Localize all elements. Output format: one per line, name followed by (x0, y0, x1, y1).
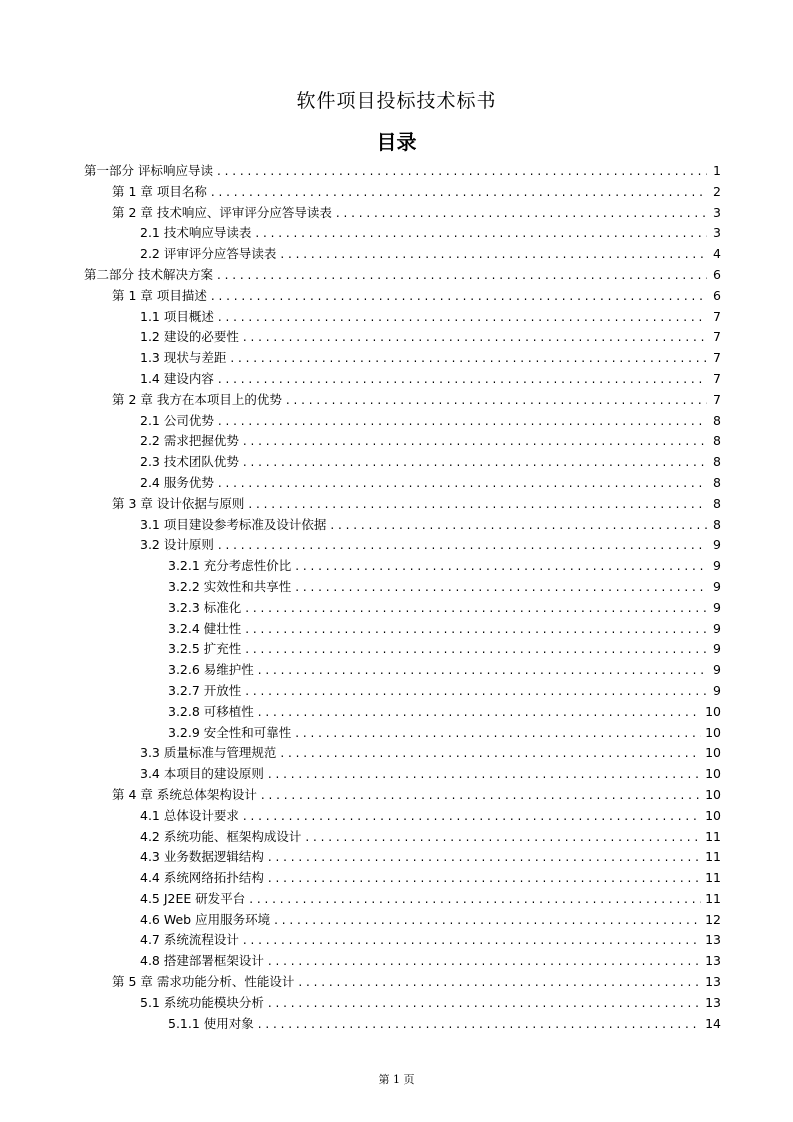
toc-entry-page-number: 13 (705, 953, 721, 969)
toc-dot-leader (218, 307, 707, 328)
toc-dot-leader (268, 868, 701, 889)
toc-dot-leader (218, 411, 707, 432)
toc-dot-leader (336, 203, 707, 224)
toc-entry-page-number: 9 (713, 537, 721, 553)
toc-dot-leader (305, 827, 701, 848)
toc-entry-title: 2.2 需求把握优势 (140, 433, 239, 449)
toc-dot-leader (295, 556, 707, 577)
toc-entry-title: 第一部分 评标响应导读 (84, 163, 213, 178)
toc-dot-leader (218, 473, 707, 494)
toc-entry-page-number: 10 (705, 766, 721, 782)
toc-entry-page-number: 7 (713, 308, 721, 324)
toc-entry[interactable] (84, 702, 721, 723)
toc-entry[interactable] (84, 390, 721, 411)
toc-entry-page-number: 13 (705, 932, 721, 948)
toc-entry-title: 3.2.6 易维护性 (168, 662, 254, 678)
toc-entry-title: 3.2.2 实效性和共享性 (168, 578, 292, 594)
toc-entry[interactable] (84, 473, 721, 494)
toc-entry[interactable] (84, 348, 721, 369)
toc-dot-leader (255, 223, 707, 244)
toc-dot-leader (211, 286, 707, 307)
toc-dot-leader (243, 431, 707, 452)
toc-dot-leader (295, 723, 701, 744)
toc-dot-leader (243, 452, 707, 473)
toc-entry-title: 2.4 服务优势 (140, 474, 214, 490)
toc-entry-page-number: 13 (705, 994, 721, 1010)
toc-entry-title: 4.7 系统流程设计 (140, 932, 239, 948)
toc-dot-leader (245, 681, 707, 702)
toc-entry[interactable] (84, 515, 721, 536)
toc-entry[interactable] (84, 161, 721, 182)
toc-entry[interactable] (84, 806, 721, 827)
toc-dot-leader (243, 930, 701, 951)
toc-entry-page-number: 8 (713, 495, 721, 511)
toc-entry-page-number: 4 (713, 246, 721, 262)
table-of-contents (84, 161, 721, 1034)
toc-dot-leader (330, 515, 707, 536)
toc-entry-page-number: 7 (713, 329, 721, 345)
toc-entry-title: 4.1 总体设计要求 (140, 807, 239, 823)
toc-entry[interactable] (84, 577, 721, 598)
toc-heading: 目录 (376, 130, 417, 154)
toc-entry-page-number: 8 (713, 474, 721, 490)
toc-entry-page-number: 2 (713, 183, 721, 199)
toc-entry[interactable] (84, 411, 721, 432)
toc-entry-page-number: 13 (705, 974, 721, 990)
toc-dot-leader (245, 598, 707, 619)
toc-dot-leader (258, 660, 707, 681)
toc-entry-title: 3.1 项目建设参考标准及设计依据 (140, 516, 327, 532)
toc-dot-leader (295, 577, 707, 598)
toc-entry[interactable] (84, 619, 721, 640)
toc-entry-title: 2.2 评审评分应答导读表 (140, 246, 277, 262)
toc-entry-page-number: 14 (705, 1015, 721, 1031)
toc-dot-leader (258, 702, 701, 723)
toc-entry[interactable] (84, 203, 721, 224)
toc-dot-leader (243, 327, 707, 348)
toc-dot-leader (258, 1014, 701, 1035)
toc-dot-leader (249, 889, 701, 910)
toc-entry-page-number: 9 (713, 682, 721, 698)
toc-entry-title: 3.3 质量标准与管理规范 (140, 745, 277, 761)
toc-entry-title: 3.2 设计原则 (140, 537, 214, 553)
toc-dot-leader (211, 182, 707, 203)
toc-entry[interactable] (84, 681, 721, 702)
toc-entry-title: 第二部分 技术解决方案 (84, 266, 213, 282)
toc-entry-page-number: 9 (713, 641, 721, 657)
toc-entry[interactable] (84, 182, 721, 203)
toc-entry[interactable] (84, 993, 721, 1014)
toc-entry-title: 2.1 技术响应导读表 (140, 225, 252, 241)
toc-entry-title: 1.1 项目概述 (140, 308, 214, 324)
toc-dot-leader (218, 369, 707, 390)
toc-entry[interactable] (84, 598, 721, 619)
toc-entry-title: 第 1 章 项目名称 (112, 183, 207, 199)
toc-entry-title: 3.2.9 安全性和可靠性 (168, 724, 292, 740)
toc-dot-leader (261, 785, 701, 806)
toc-entry-title: 2.3 技术团队优势 (140, 454, 239, 470)
toc-entry-page-number: 3 (713, 225, 721, 241)
toc-dot-leader (268, 764, 701, 785)
toc-entry-title: 3.2.1 充分考虑性价比 (168, 558, 292, 574)
toc-entry[interactable] (84, 723, 721, 744)
toc-entry-page-number: 11 (705, 849, 721, 865)
toc-entry[interactable] (84, 847, 721, 868)
toc-entry-page-number: 8 (713, 454, 721, 470)
toc-entry[interactable] (84, 535, 721, 556)
toc-entry[interactable] (84, 286, 721, 307)
toc-entry[interactable] (84, 972, 721, 993)
toc-entry-title: 3.4 本项目的建设原则 (140, 766, 264, 782)
toc-entry-title: 5.1 系统功能模块分析 (140, 994, 264, 1010)
toc-entry-page-number: 10 (705, 786, 721, 802)
toc-dot-leader (280, 244, 707, 265)
toc-entry-page-number: 1 (713, 163, 721, 178)
toc-entry-title: 4.4 系统网络拓扑结构 (140, 870, 264, 886)
toc-entry-page-number: 11 (705, 870, 721, 886)
toc-dot-leader (280, 743, 701, 764)
toc-dot-leader (274, 910, 701, 931)
toc-dot-leader (286, 390, 707, 411)
toc-entry[interactable] (84, 244, 721, 265)
toc-entry[interactable] (84, 556, 721, 577)
toc-entry-page-number: 3 (713, 204, 721, 220)
toc-entry[interactable] (84, 1014, 721, 1035)
toc-entry-title: 1.3 现状与差距 (140, 350, 227, 366)
toc-entry[interactable] (84, 307, 721, 328)
toc-entry-page-number: 9 (713, 578, 721, 594)
page-footer: 第 1 页 (378, 1073, 415, 1086)
toc-entry-title: 1.2 建设的必要性 (140, 329, 239, 345)
toc-entry[interactable] (84, 951, 721, 972)
toc-entry-title: 第 3 章 设计依据与原则 (112, 495, 245, 511)
toc-entry[interactable] (84, 930, 721, 951)
toc-entry[interactable] (84, 369, 721, 390)
toc-entry-page-number: 10 (705, 745, 721, 761)
toc-dot-leader (268, 993, 701, 1014)
toc-entry-page-number: 8 (713, 516, 721, 532)
toc-entry[interactable] (84, 889, 721, 910)
toc-entry-page-number: 6 (713, 287, 721, 303)
toc-entry-title: 4.2 系统功能、框架构成设计 (140, 828, 302, 844)
toc-entry[interactable] (84, 660, 721, 681)
toc-dot-leader (218, 535, 707, 556)
toc-entry-page-number: 9 (713, 558, 721, 574)
toc-entry-title: 2.1 公司优势 (140, 412, 214, 428)
toc-entry[interactable] (84, 431, 721, 452)
toc-entry[interactable] (84, 785, 721, 806)
toc-dot-leader (298, 972, 701, 993)
toc-entry-title: 3.2.5 扩充性 (168, 641, 242, 657)
toc-entry[interactable] (84, 868, 721, 889)
toc-entry[interactable] (84, 910, 721, 931)
toc-entry-title: 3.2.8 可移植性 (168, 703, 254, 719)
toc-entry-page-number: 9 (713, 599, 721, 615)
toc-dot-leader (268, 951, 701, 972)
toc-dot-leader (217, 265, 707, 286)
toc-entry-title: 4.5 J2EE 研发平台 (140, 890, 246, 906)
toc-dot-leader (248, 494, 707, 515)
toc-entry[interactable] (84, 452, 721, 473)
toc-entry-page-number: 11 (705, 828, 721, 844)
toc-dot-leader (230, 348, 707, 369)
toc-dot-leader (243, 806, 701, 827)
toc-entry[interactable] (84, 764, 721, 785)
toc-entry-page-number: 10 (705, 703, 721, 719)
toc-entry-page-number: 12 (705, 911, 721, 927)
toc-entry[interactable] (84, 223, 721, 244)
toc-entry-page-number: 8 (713, 412, 721, 428)
toc-entry[interactable] (84, 327, 721, 348)
toc-entry[interactable] (84, 494, 721, 515)
toc-entry-page-number: 10 (705, 807, 721, 823)
toc-entry-title: 5.1.1 使用对象 (168, 1015, 254, 1031)
document-title: 软件项目投标技术标书 (296, 90, 497, 112)
toc-dot-leader (268, 847, 701, 868)
toc-entry-title: 3.2.4 健壮性 (168, 620, 242, 636)
toc-entry-title: 4.8 搭建部署框架设计 (140, 953, 264, 969)
toc-entry-page-number: 7 (713, 391, 721, 407)
toc-entry[interactable] (84, 265, 721, 286)
toc-entry-page-number: 9 (713, 662, 721, 678)
toc-dot-leader (217, 161, 707, 182)
toc-dot-leader (245, 639, 707, 660)
toc-entry-page-number: 8 (713, 433, 721, 449)
toc-entry-title: 第 2 章 技术响应、评审评分应答导读表 (112, 204, 332, 220)
toc-entry-page-number: 9 (713, 620, 721, 636)
toc-entry-page-number: 7 (713, 350, 721, 366)
toc-entry-title: 第 4 章 系统总体架构设计 (112, 786, 257, 802)
toc-entry-title: 4.3 业务数据逻辑结构 (140, 849, 264, 865)
toc-entry-title: 1.4 建设内容 (140, 370, 214, 386)
toc-entry[interactable] (84, 743, 721, 764)
toc-entry[interactable] (84, 827, 721, 848)
toc-entry-page-number: 6 (713, 266, 721, 282)
toc-entry[interactable] (84, 639, 721, 660)
toc-entry-title: 第 5 章 需求功能分析、性能设计 (112, 974, 295, 990)
toc-entry-title: 3.2.3 标准化 (168, 599, 242, 615)
toc-entry-title: 3.2.7 开放性 (168, 682, 242, 698)
toc-entry-page-number: 7 (713, 370, 721, 386)
toc-entry-page-number: 10 (705, 724, 721, 740)
toc-entry-title: 第 2 章 我方在本项目上的优势 (112, 391, 282, 407)
toc-entry-title: 第 1 章 项目描述 (112, 287, 207, 303)
toc-entry-page-number: 11 (705, 890, 721, 906)
toc-dot-leader (245, 619, 707, 640)
toc-entry-title: 4.6 Web 应用服务环境 (140, 911, 271, 927)
